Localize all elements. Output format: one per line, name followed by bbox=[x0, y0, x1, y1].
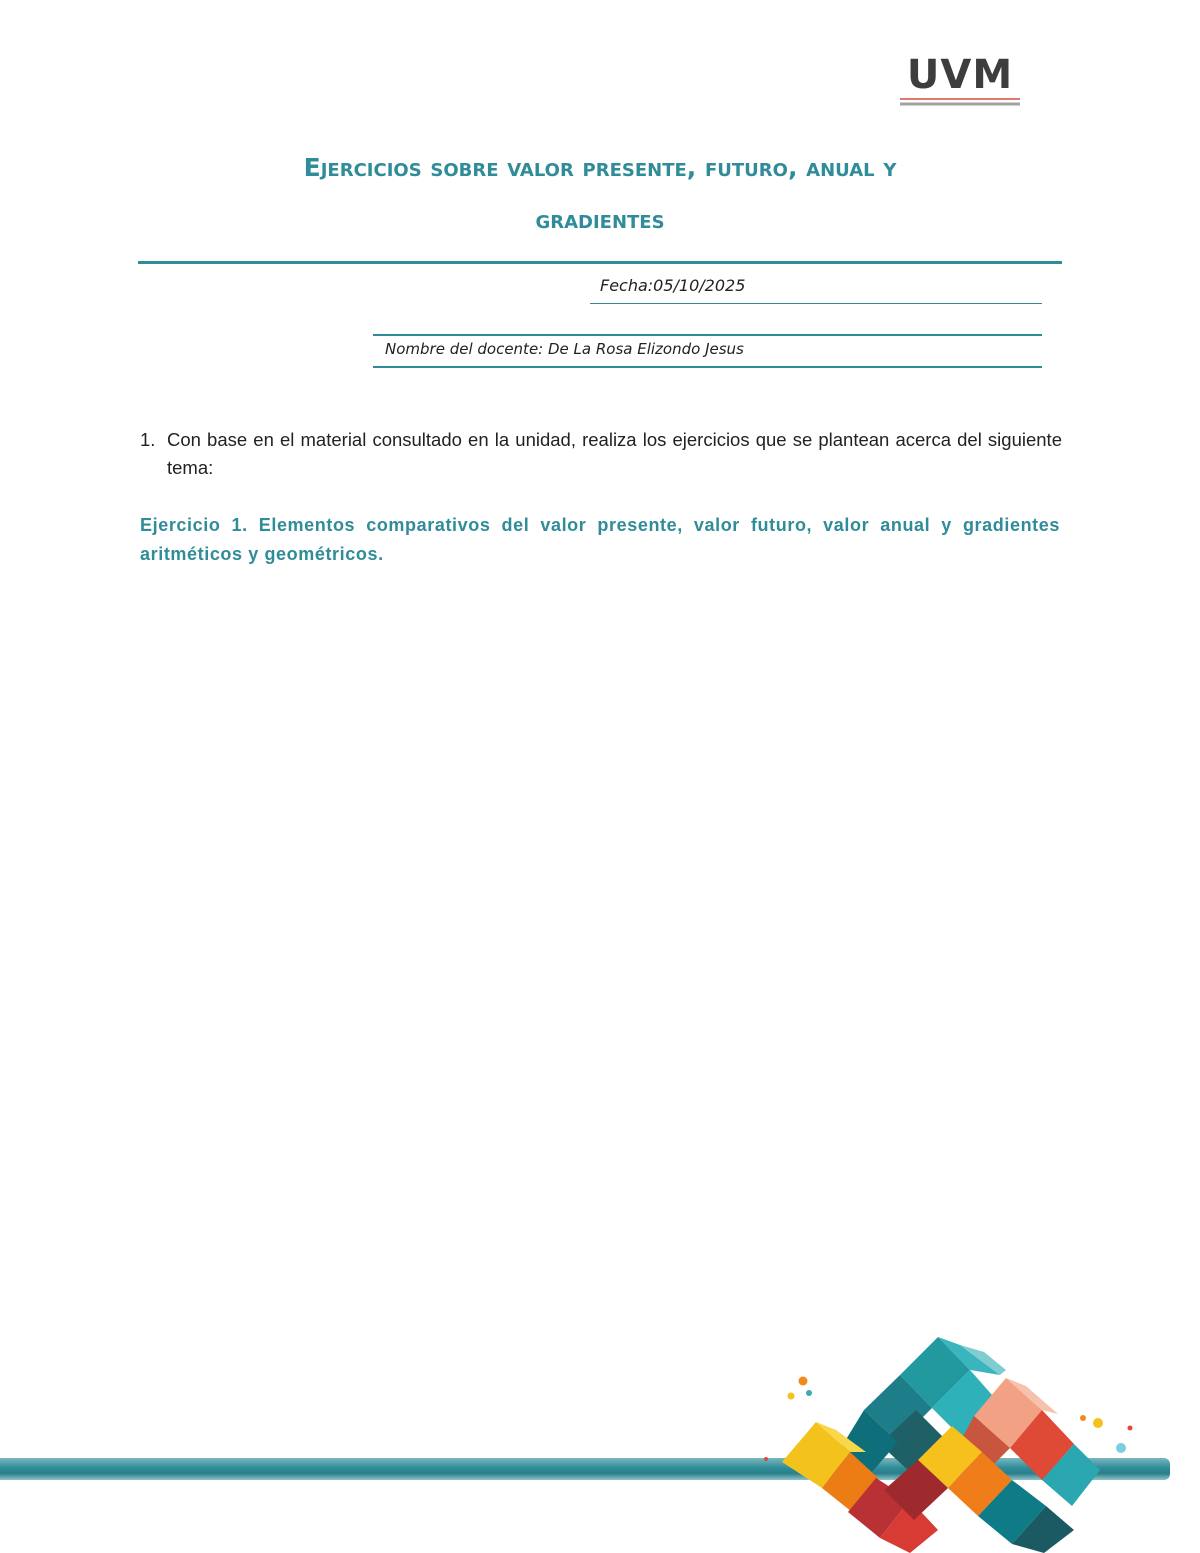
document-title bbox=[140, 142, 1060, 246]
date-underline bbox=[590, 303, 1042, 304]
uvm-logo bbox=[898, 54, 1022, 110]
list-item-text: Con base en el material consultado en la unidad, realiza los ejercicios que se plantean acerca del siguiente tema: bbox=[167, 429, 1062, 478]
exercise-heading: Ejercicio 1. Elementos comparativos del valor presente, valor futuro, valor anual y gradientes aritméticos y geométricos. bbox=[140, 515, 1060, 564]
title-line-1: Ejercicios sobre valor presente, futuro, anual y bbox=[303, 153, 897, 182]
teacher-top-rule bbox=[373, 334, 1042, 336]
logo-tagline bbox=[900, 102, 1020, 106]
logo-underline bbox=[900, 98, 1020, 100]
title-line-2: gradientes bbox=[535, 205, 665, 234]
teacher-name-field: Nombre del docente: De La Rosa Elizondo Jesus bbox=[385, 340, 744, 358]
list-item-number: 1. bbox=[140, 429, 156, 450]
title-divider bbox=[138, 261, 1062, 264]
teacher-bottom-rule bbox=[373, 366, 1042, 368]
list-item bbox=[140, 426, 1062, 482]
logo-wordmark: UVM bbox=[906, 52, 1014, 98]
decorative-cubes bbox=[760, 1330, 1140, 1553]
date-field: Fecha:05/10/2025 bbox=[600, 276, 746, 295]
